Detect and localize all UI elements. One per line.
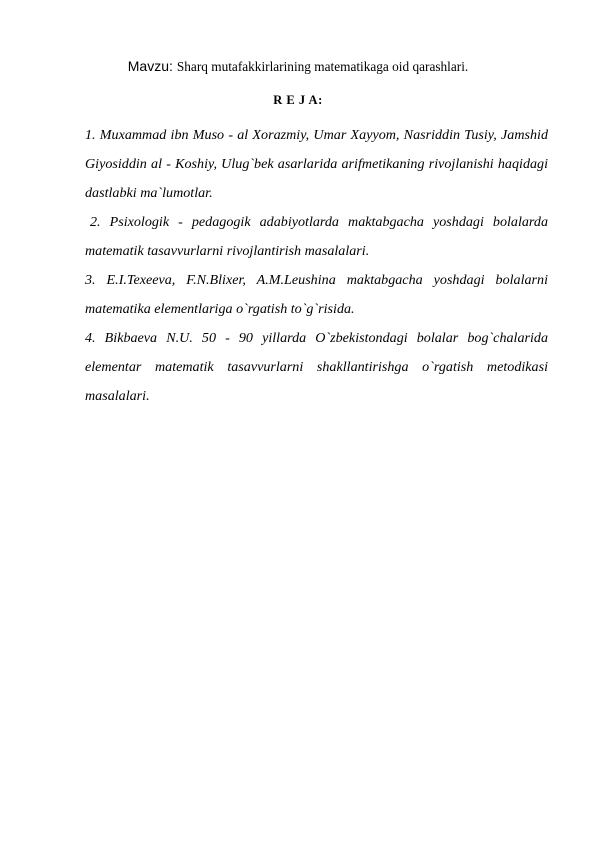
plan-item-2: 2. Psixologik - pedagogik adabiyotlarda maktabgacha yoshdagi bolalarda matematik tasavvurlarni rivojlantirish masalalari.	[85, 214, 548, 259]
plan-item-4: 4. Bikbaeva N.U. 50 - 90 yillarda O`zbekistondagi bolalar bog`chalarida elementar matematik tasavvurlarni shakllantirishga o`rgatish metodikasi masalalari.	[85, 330, 548, 404]
title-text: Sharq mutafakkirlarining matematikaga oid qarashlari.	[176, 59, 469, 74]
title-label: Mavzu:	[127, 58, 173, 74]
plan-item-1: 1. Muxammad ibn Muso - al Xorazmiy, Umar Xayyom, Nasriddin Tusiy, Jamshid Giyosiddin al - Koshiy, Ulug`bek asarlarida arifmetikaning rivojlanishi haqidagi dastlabki ma`lumotlar.	[85, 127, 548, 201]
plan-item-3: 3. E.I.Texeeva, F.N.Blixer, A.M.Leushina maktabgacha yoshdagi bolalarni matematika elementlariga o`rgatish to`g`risida.	[85, 272, 548, 317]
plan-heading: R E J A:	[273, 93, 323, 107]
plan-list	[85, 121, 548, 411]
document-title	[0, 58, 596, 76]
